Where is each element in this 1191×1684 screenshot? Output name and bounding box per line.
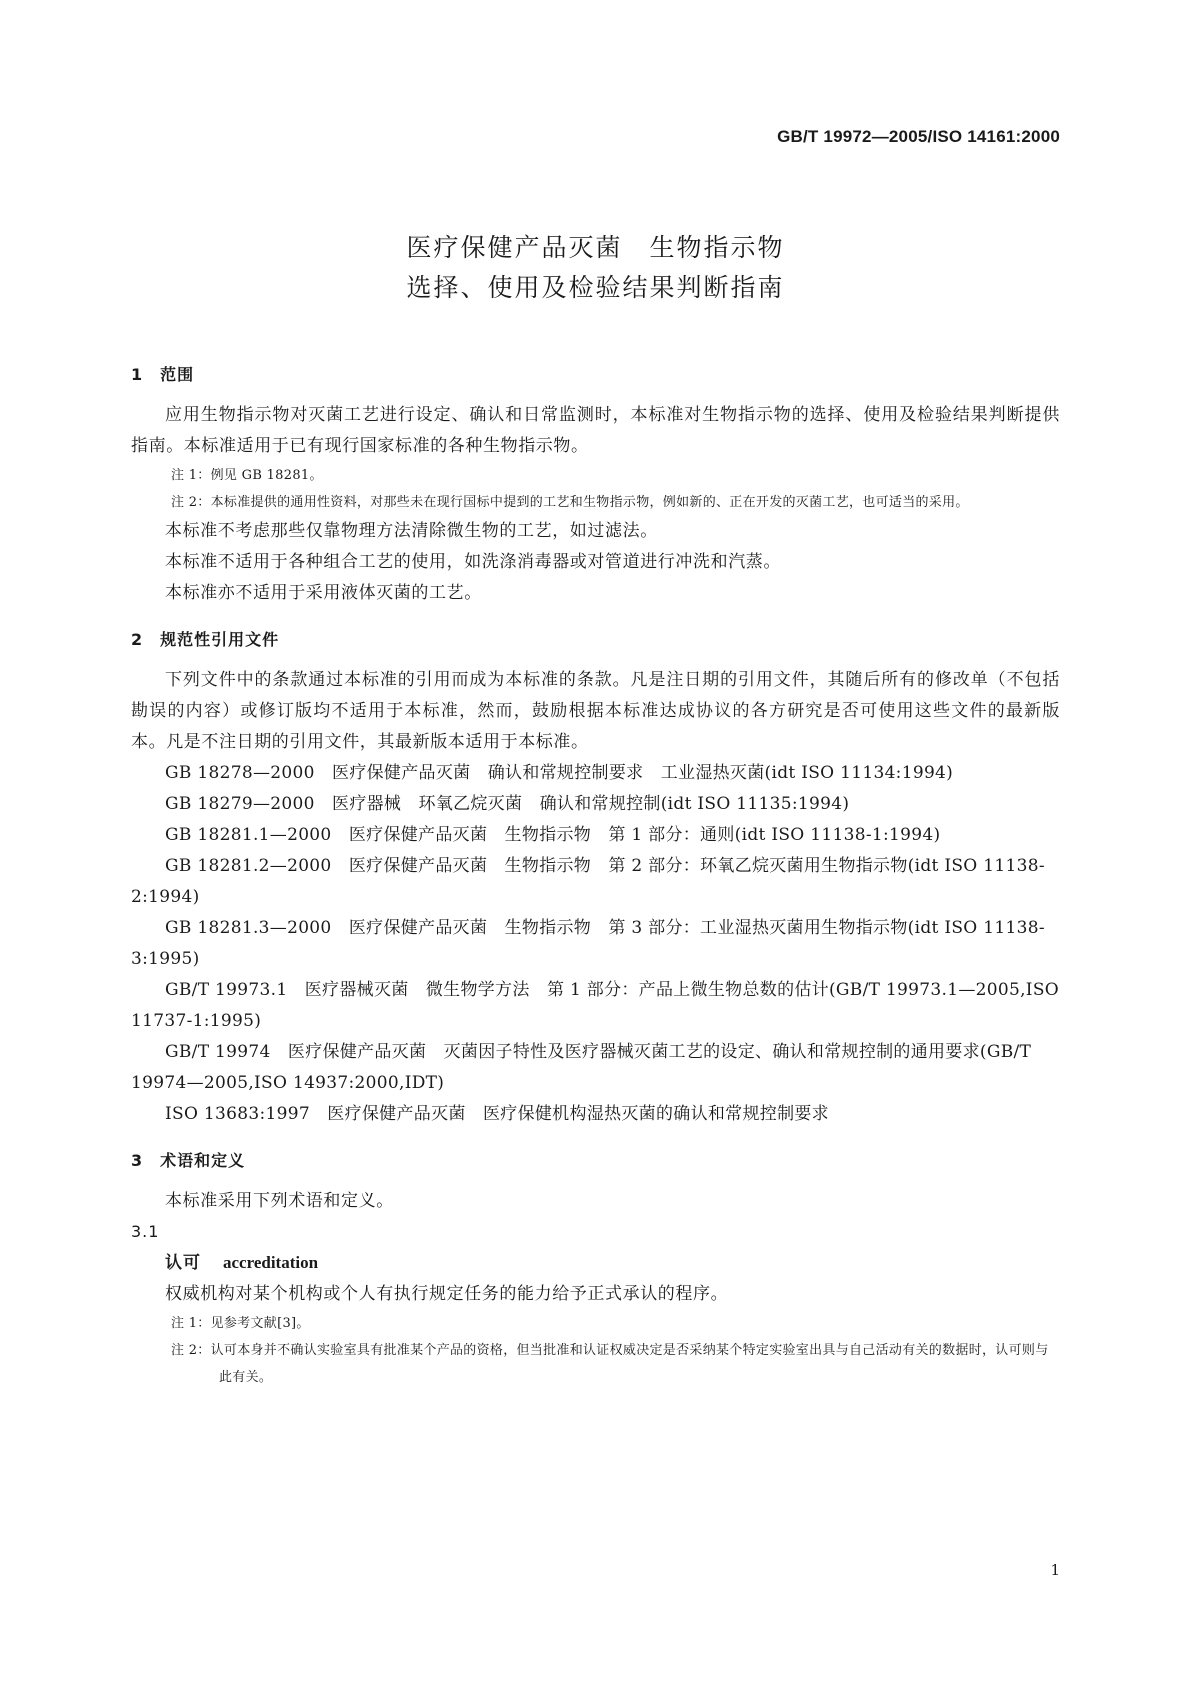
standard-code: GB/T 19972—2005/ISO 14161:2000 bbox=[777, 127, 1060, 146]
scope-line-3: 本标准亦不适用于采用液体灭菌的工艺。 bbox=[165, 583, 482, 603]
term-english: accreditation bbox=[223, 1253, 319, 1272]
scope-line-1: 本标准不考虑那些仅靠物理方法清除微生物的工艺，如过滤法。 bbox=[165, 521, 658, 541]
scope-paragraph: 应用生物指示物对灭菌工艺进行设定、确认和日常监测时，本标准对生物指示物的选择、使用及检验结果判断提供指南。本标准适用于已有现行国家标准的各种生物指示物。 bbox=[131, 405, 1060, 456]
section-heading-terms: 3 术语和定义 bbox=[131, 1151, 246, 1170]
section-heading-scope: 1 范围 bbox=[131, 365, 195, 384]
title-line-2: 选择、使用及检验结果判断指南 bbox=[406, 273, 785, 302]
reference-item: GB 18281.1—2000 医疗保健产品灭菌 生物指示物 第 1 部分：通则(idt ISO 11138-1:1994) bbox=[165, 825, 941, 845]
term-note-2: 注 2：认可本身并不确认实验室具有批准某个产品的资格，但当批准和认证权威决定是否采纳某个特定实验室出具与自己活动有关的数据时，认可则与此有关。 bbox=[171, 1343, 1049, 1385]
reference-item: ISO 13683:1997 医疗保健产品灭菌 医疗保健机构湿热灭菌的确认和常规控制要求 bbox=[165, 1104, 829, 1124]
reference-item: GB/T 19974 医疗保健产品灭菌 灭菌因子特性及医疗器械灭菌工艺的设定、确认和常规控制的通用要求(GB/T 19974—2005,ISO 14937:2000,IDT) bbox=[131, 1042, 1037, 1093]
reference-item: GB 18281.3—2000 医疗保健产品灭菌 生物指示物 第 3 部分：工业湿热灭菌用生物指示物(idt ISO 11138-3:1995) bbox=[131, 918, 1045, 969]
references-paragraph: 下列文件中的条款通过本标准的引用而成为本标准的条款。凡是注日期的引用文件，其随后所有的修改单（不包括勘误的内容）或修订版均不适用于本标准，然而，鼓励根据本标准达成协议的各方研究是否可使用这些文件的最新版本。凡是不注日期的引用文件，其最新版本适用于本标准。 bbox=[131, 670, 1060, 752]
term-chinese: 认可 bbox=[165, 1253, 201, 1273]
term-note-1: 注 1：见参考文献[3]。 bbox=[171, 1316, 310, 1331]
scope-note-1: 注 1：例见 GB 18281。 bbox=[171, 468, 323, 483]
reference-item: GB/T 19973.1 医疗器械灭菌 微生物学方法 第 1 部分：产品上微生物总数的估计(GB/T 19973.1—2005,ISO 11737-1:1995) bbox=[131, 980, 1065, 1031]
title-line-1: 医疗保健产品灭菌 生物指示物 bbox=[406, 233, 785, 262]
reference-item: GB 18278—2000 医疗保健产品灭菌 确认和常规控制要求 工业湿热灭菌(idt ISO 11134:1994) bbox=[165, 763, 954, 783]
page-number: 1 bbox=[1050, 1561, 1060, 1579]
document-title bbox=[0, 228, 1191, 308]
clause-number: 3.1 bbox=[131, 1222, 160, 1241]
section-heading-normative-references: 2 规范性引用文件 bbox=[131, 630, 280, 649]
term-definition: 权威机构对某个机构或个人有执行规定任务的能力给予正式承认的程序。 bbox=[165, 1284, 729, 1304]
term-entry bbox=[131, 1247, 1060, 1279]
reference-item: GB 18279—2000 医疗器械 环氧乙烷灭菌 确认和常规控制(idt ISO 11135:1994) bbox=[165, 794, 850, 814]
scope-note-2: 注 2：本标准提供的通用性资料，对那些未在现行国标中提到的工艺和生物指示物，例如新的、正在开发的灭菌工艺，也可适当的采用。 bbox=[171, 495, 969, 510]
reference-item: GB 18281.2—2000 医疗保健产品灭菌 生物指示物 第 2 部分：环氧乙烷灭菌用生物指示物(idt ISO 11138-2:1994) bbox=[131, 856, 1045, 907]
terms-intro: 本标准采用下列术语和定义。 bbox=[165, 1191, 394, 1211]
document-body bbox=[131, 360, 1065, 1391]
scope-line-2: 本标准不适用于各种组合工艺的使用，如洗涤消毒器或对管道进行冲洗和汽蒸。 bbox=[165, 552, 781, 572]
